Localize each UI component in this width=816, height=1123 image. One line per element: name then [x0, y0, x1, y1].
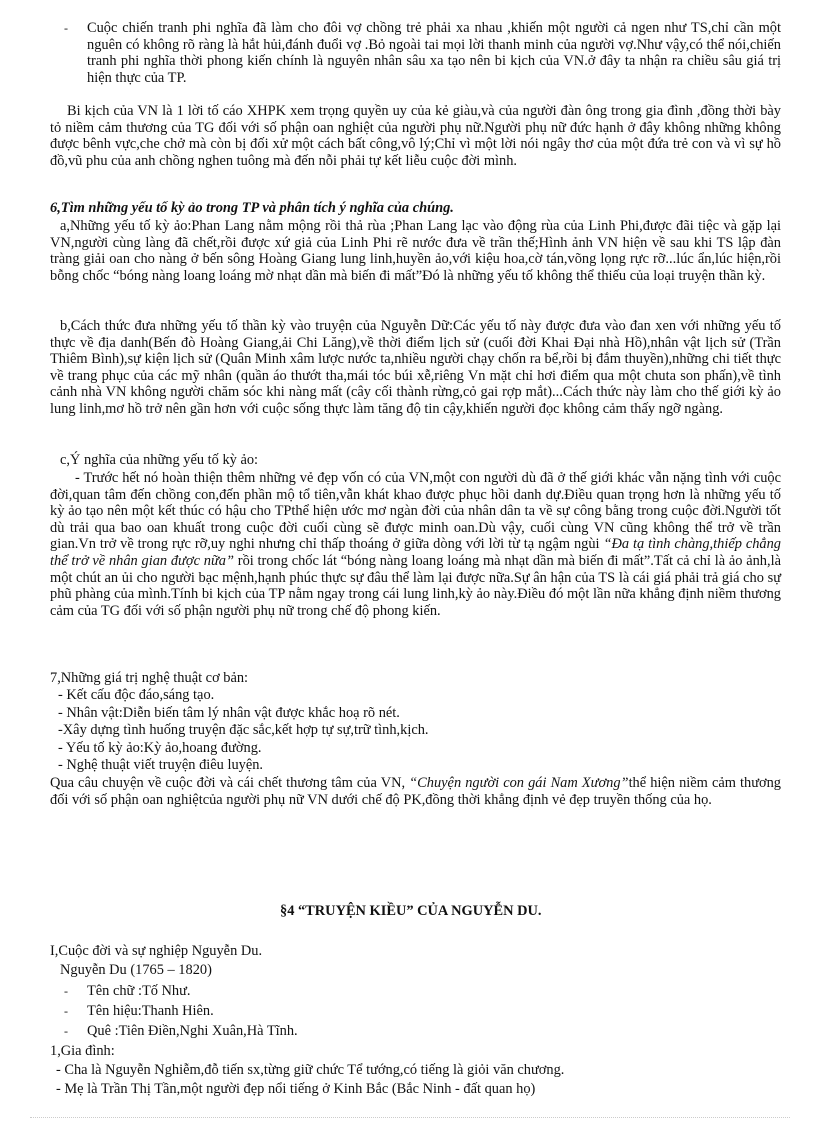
art-value-item: - Kết cấu độc đáo,sáng tạo. — [58, 687, 215, 703]
paragraph-tragedy-critique: Bi kịch của VN là 1 lời tố cáo XHPK xem trọng quyền uy của kẻ giàu,và của người đàn ông trong gia đình ,đồng thời bày tỏ niềm cảm thương của TG đối với số phận oan nghiệt của người phụ nữ.Người phụ nữ đức hạnh ở đây không những không được bênh vực,che chở mà còn bị đối xử một cách bất công,vô lý;Chỉ vì một lời nói ngây thơ của một đứa trẻ con và vì sự hồ đồ,vũ phu của anh chồng nghen tuông mà đến nỗi phải tự kết liễu cuộc đời mình. — [50, 103, 781, 169]
conclusion-text-rest: thể hiện niềm cảm thương đối với số phận oan nghiệtcủa người phụ nữ VN dưới chế độ PK,đồng thời khẳng định vẻ đẹp truyền thống của họ. — [50, 775, 782, 808]
art-value-item: -Xây dựng tình huống truyện đặc sắc,kết hợp tự sự,trữ tình,kịch. — [58, 722, 429, 738]
paragraph-fantasy-meaning — [50, 470, 781, 619]
section-title: §4 “TRUYỆN KIỀU” CỦA NGUYỄN DU. — [280, 903, 542, 919]
paragraph-conclusion — [50, 775, 781, 808]
art-value-item: - Yếu tố kỳ ảo:Kỳ ảo,hoang đường. — [58, 740, 262, 756]
meaning-text-rest: rồi trong chốc lát “bóng nàng loang loáng mà nhạt dần mà biến đi mất”.Tất cả chỉ là ảo ảnh,là một chút an ủi cho người bạc mệnh,hạnh phúc thực sự đâu thể làm lại được nữa.Sự ân hận của TS là cái giá phải trả giá cho sự phũ phàng của mình.Tính bi kịch của TP nằm ngay trong cái lung linh,kỳ ảo này.Điều đó một lần nữa khẳng định niềm thương cảm của TG đối với số phận người phụ nữ trong chế độ phong kiến. — [50, 552, 781, 619]
paragraph-war-tragedy: Cuộc chiến tranh phi nghĩa đã làm cho đôi vợ chồng trẻ phải xa nhau ,khiến một người cả ngen như TS,chỉ cần một nguên có không rõ ràng là hắt hủi,đánh đuổi vợ .Bỏ ngoài tai mọi lời thanh minh của người vợ.Như vậy,có thể nói,chiến tranh phi nghĩa thời phong kiến chính là nguyên nhân sâu xa tạo nên bi kịch của VN.ở đây ta nhận ra chiều sâu giá trị hiện thực của TP. — [87, 20, 781, 86]
bullet-marker: - — [64, 984, 68, 998]
bio-item: Quê :Tiên Điền,Nghi Xuân,Hà Tĩnh. — [87, 1023, 298, 1039]
subheading-family: 1,Gia đình: — [50, 1043, 115, 1059]
bullet-marker: - — [64, 21, 68, 35]
meaning-quote: “Đa tạ tình chàng,thiếp chẳng thể trở về nhân gian được nữa” — [50, 536, 781, 569]
family-item: - Cha là Nguyễn Nghiễm,đỗ tiến sx,từng giữ chức Tể tướng,có tiếng là giỏi văn chương. — [56, 1062, 565, 1078]
bio-item: Tên hiệu:Thanh Hiên. — [87, 1003, 214, 1019]
heading-question-6: 6,Tìm những yếu tố kỳ ảo trong TP và phân tích ý nghĩa của chúng. — [50, 200, 454, 216]
author-years: Nguyễn Du (1765 – 1820) — [60, 962, 212, 978]
meaning-text: - Trước hết nó hoàn thiện thêm những vẻ đẹp vốn có của VN,một con người dù đã ở thế giới khác vẫn nặng tình với cuộc đời,quan tâm đến chồng con,đến phần mộ tổ tiên,vẫn khát khao được phục hồi danh dự.Điều quan trọng hơn là những yếu tố kỳ ảo tạo nên một kết thúc có hậu cho TPthể hiện ước mơ ngàn đời của nhân dân ta về sự công bằng trong cuộc đời.Người tốt dù trải qua bao oan khuất trong cuộc đời cuối cùng sẽ được minh oan.Dù vậy, cuối cùng VN cũng không thể trở về trần gian.Vn trở về trong rực rỡ,uy nghi nhưng chỉ thấp thoáng ở giữa dòng với lời từ tạ ngậm ngùi — [50, 470, 781, 553]
bullet-marker: - — [64, 1024, 68, 1038]
family-item: - Mẹ là Trần Thị Tần,một người đẹp nổi tiếng ở Kinh Bắc (Bắc Ninh - đất quan họ) — [56, 1081, 536, 1097]
heading-question-7: 7,Những giá trị nghệ thuật cơ bản: — [50, 670, 249, 686]
art-value-item: - Nghệ thuật viết truyện điêu luyện. — [58, 757, 264, 773]
art-value-item: - Nhân vật:Diễn biến tâm lý nhân vật được khắc hoạ rõ nét. — [58, 705, 400, 721]
bio-item: Tên chữ :Tố Như. — [87, 983, 191, 999]
page-bottom-rule — [30, 1117, 790, 1118]
conclusion-text: Qua câu chuyện về cuộc đời và cái chết thương tâm của VN, — [50, 775, 406, 791]
conclusion-quote: “Chuyện người con gái Nam Xương” — [409, 775, 629, 791]
paragraph-fantasy-meaning-heading: c,Ý nghĩa của những yếu tố kỳ ảo: — [60, 452, 259, 468]
subheading-biography: I,Cuộc đời và sự nghiệp Nguyễn Du. — [50, 943, 263, 959]
paragraph-fantasy-elements: a,Những yếu tố kỳ ảo:Phan Lang nằm mộng rồi thả rùa ;Phan Lang lạc vào động rùa của Linh Phi,được đãi tiệc và gặp lại VN,người cùng làng đã chết,rồi được xứ giả của Linh Phi rẽ nước đưa về trần thế;Hình ảnh VN hiện về sau khi TS lập đàn tràng giải oan cho nàng ở bến sông Hoàng Giang lung linh,huyền ảo,với kiệu hoa,cờ tán,võng lọng rực rỡ...lúc ẩn,lúc hiện,rồi bỗng chốc “bóng nàng loang loáng mờ nhạt dần mà biến đi mất”Đó là những yếu tố không thể thiếu của loại truyện thần kỳ. — [50, 218, 781, 284]
bullet-marker: - — [64, 1004, 68, 1018]
paragraph-fantasy-method: b,Cách thức đưa những yếu tố thần kỳ vào truyện của Nguyễn Dữ:Các yếu tố này được đưa vào đan xen với những yếu tố thực về địa danh(Bến đò Hoàng Giang,ải Chi Lăng),về thời điểm lịch sử (cuối đời Khai Đại nhà Hồ),nhân vật lịch sử (Trần Thiêm Bình),sự kiện lịch sử (Quân Minh xâm lược nước ta,nhiều người chạy chốn ra bể,rồi bị đắm thuyền),những chi tiết thực về trang phục của các mỹ nhân (quần áo thướt tha,mái tóc búi xễ,riêng Vn mặt chỉ hơi điểm qua một chuta son phấn),về tình cảnh nhà VN không người chăm sóc khi nàng mất (cây cối thành rừng,cỏ gai rợp mắt)...Cách thức này làm cho thế giới kỳ ảo lung linh,mơ hồ trở nên gần hơn với cuộc sống thực làm tăng độ tin cậy,khiến người đọc không cảm thấy ngỡ ngàng. — [50, 318, 781, 417]
